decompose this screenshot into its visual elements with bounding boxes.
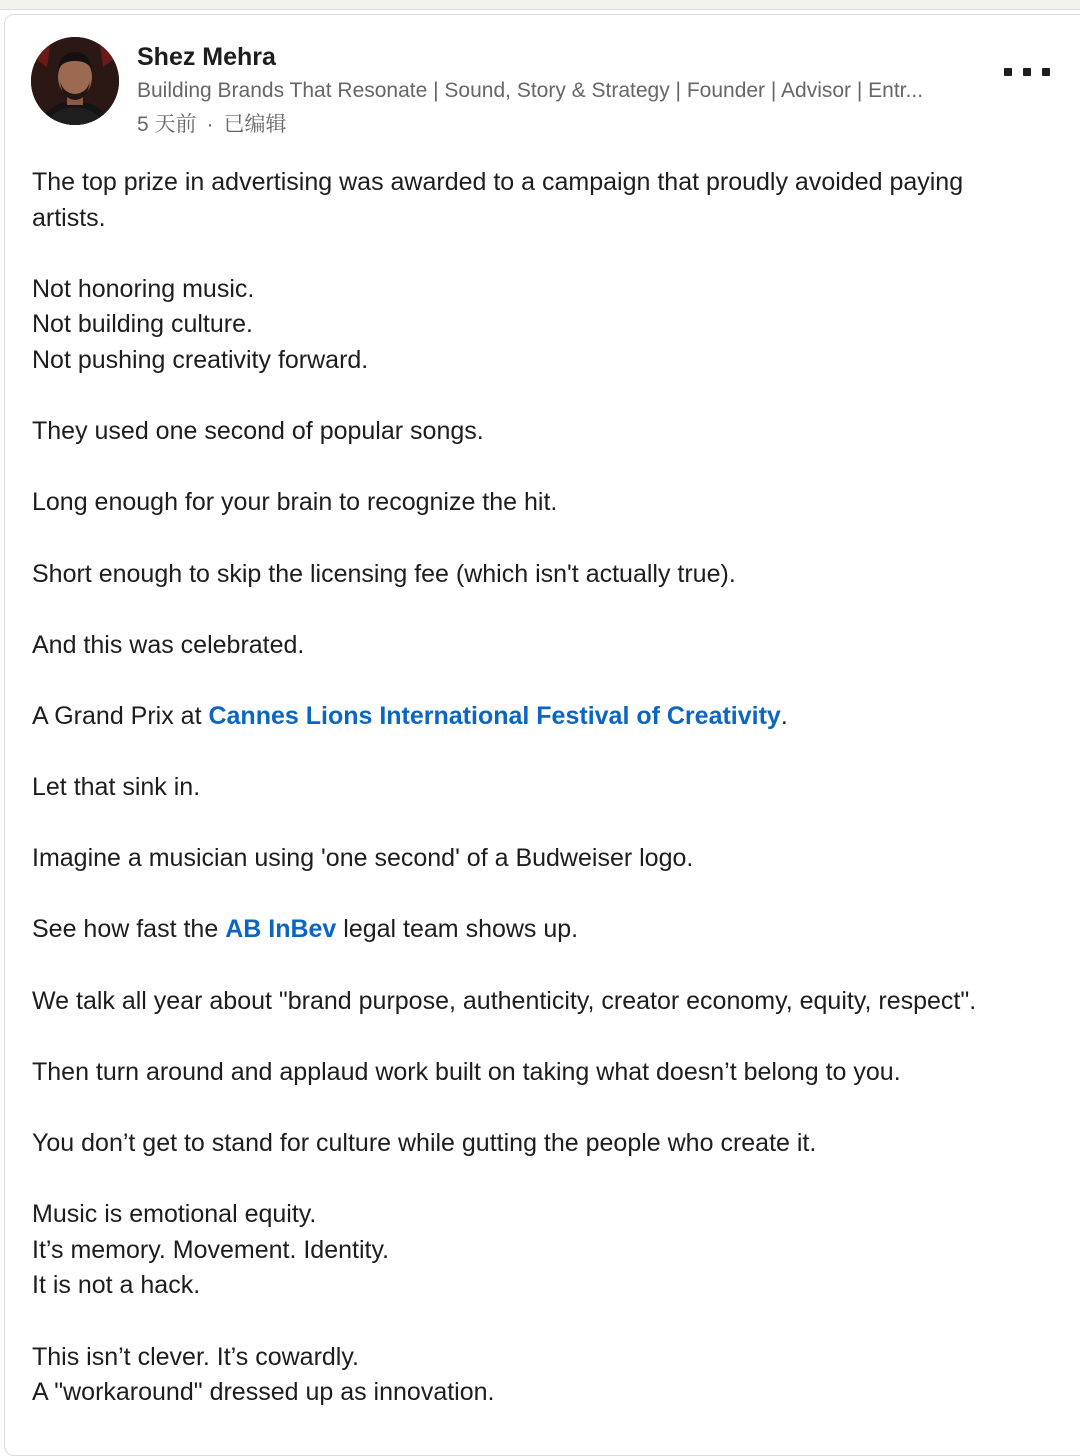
text-line: And this was celebrated. — [32, 630, 305, 659]
text-segment: legal team shows up. — [336, 915, 579, 944]
paragraph — [32, 557, 1062, 593]
paragraph — [32, 272, 1062, 379]
text-line — [32, 912, 1062, 948]
paragraph — [32, 485, 1062, 521]
paragraph — [32, 165, 1062, 236]
paragraph — [32, 414, 1062, 450]
text-line: Long enough for your brain to recognize the hit. — [32, 488, 558, 517]
text-line: A "workaround" dressed up as innovation. — [32, 1378, 495, 1407]
text-line: This isn’t clever. It’s cowardly. — [32, 1342, 359, 1371]
post-meta — [137, 108, 287, 138]
text-line: Not honoring music. — [32, 274, 255, 303]
more-dot-icon — [1042, 68, 1050, 76]
avatar-photo — [31, 37, 119, 125]
mention-cannes-lions[interactable]: Cannes Lions International Festival of Creativity — [208, 701, 781, 730]
paragraph — [32, 1126, 1062, 1162]
paragraph — [32, 628, 1062, 664]
text-line: They used one second of popular songs. — [32, 417, 484, 446]
paragraph — [32, 1340, 1062, 1411]
author-name[interactable]: Shez Mehra — [137, 43, 276, 71]
author-avatar[interactable] — [31, 37, 119, 125]
paragraph — [32, 699, 1062, 735]
post-time: 5 天前 — [137, 113, 197, 136]
meta-separator: · — [206, 113, 214, 136]
author-headline: Building Brands That Resonate | Sound, Story & Strategy | Founder | Advisor | Entr... — [137, 79, 924, 102]
text-segment: See how fast the — [32, 915, 226, 944]
text-line: Not building culture. — [32, 310, 253, 339]
text-line: You don’t get to stand for culture while gutting the people who create it. — [32, 1129, 817, 1158]
more-options-button[interactable] — [1004, 60, 1050, 84]
edited-label: 已编辑 — [223, 113, 287, 136]
post-body — [32, 165, 1062, 1446]
text-line: We talk all year about "brand purpose, authenticity, creator economy, equity, respect". — [32, 986, 977, 1015]
paragraph — [32, 984, 1062, 1020]
text-line: Music is emotional equity. — [32, 1200, 317, 1229]
mention-ab-inbev[interactable]: AB InBev — [225, 915, 337, 944]
more-horizontal-icon — [1004, 68, 1012, 76]
paragraph — [32, 841, 1062, 877]
text-line: Not pushing creativity forward. — [32, 345, 369, 374]
feed-divider — [0, 0, 1080, 10]
text-line — [32, 699, 1062, 735]
paragraph — [32, 912, 1062, 948]
text-segment: . — [780, 701, 788, 730]
text-line: It’s memory. Movement. Identity. — [32, 1235, 390, 1264]
paragraph — [32, 1197, 1062, 1304]
paragraph — [32, 770, 1062, 806]
text-segment: A Grand Prix at — [32, 701, 209, 730]
text-line: Short enough to skip the licensing fee (which isn't actually true). — [32, 559, 736, 588]
text-line: The top prize in advertising was awarded to a campaign that proudly avoided paying — [32, 168, 964, 196]
paragraph — [32, 1055, 1062, 1091]
text-line: Then turn around and applaud work built on taking what doesn’t belong to you. — [32, 1057, 901, 1086]
more-dot-icon — [1023, 68, 1031, 76]
text-line: Imagine a musician using 'one second' of a Budweiser logo. — [32, 844, 694, 873]
text-line: It is not a hack. — [32, 1271, 201, 1300]
text-line: Let that sink in. — [32, 773, 201, 802]
text-line: artists. — [32, 203, 106, 232]
